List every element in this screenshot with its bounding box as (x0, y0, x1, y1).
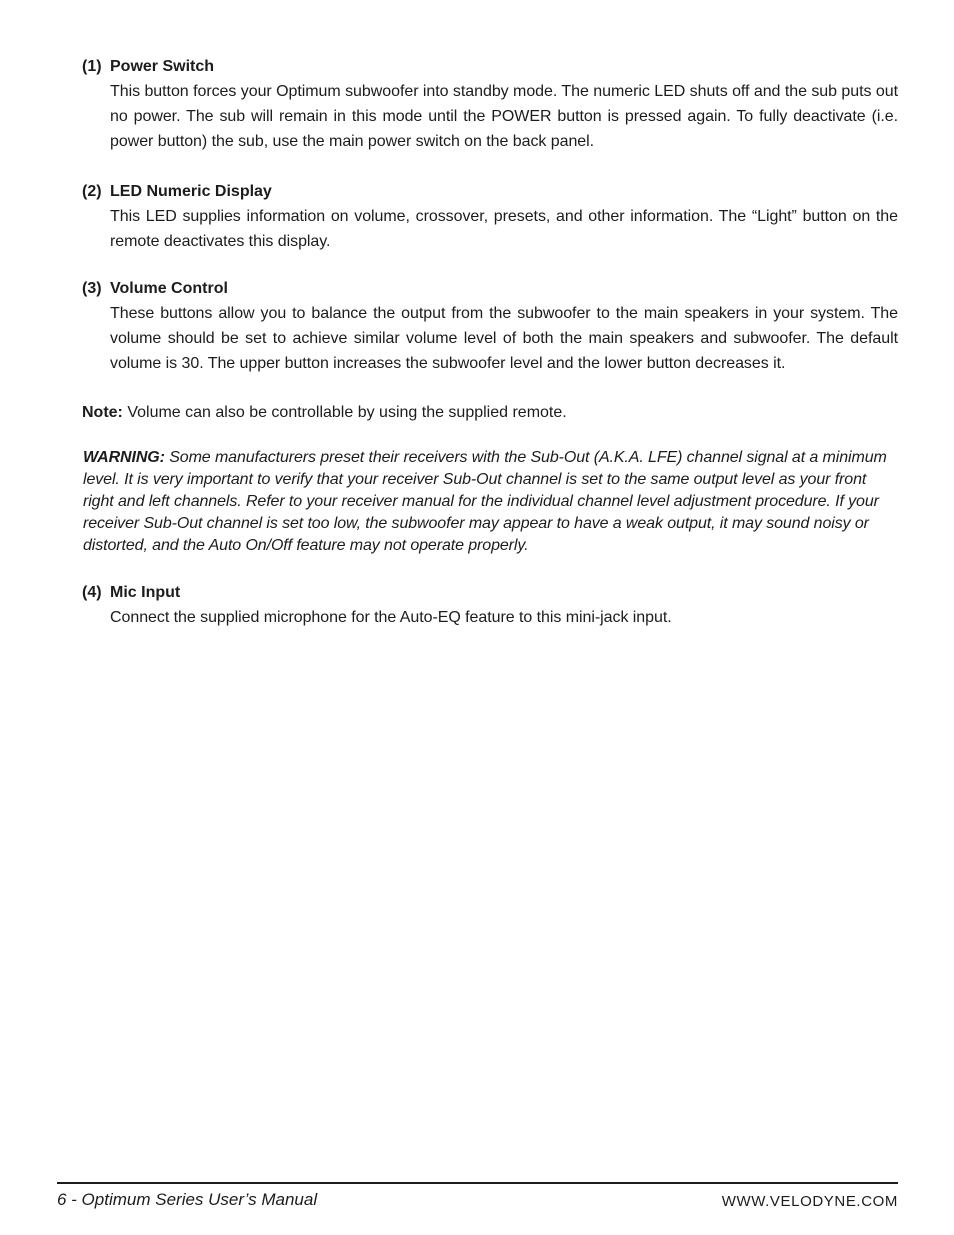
section-heading (82, 276, 898, 301)
section-title: Power Switch (110, 58, 215, 75)
section-title: Volume Control (110, 280, 228, 297)
note-paragraph (82, 400, 898, 425)
footer-website: WWW.VELODYNE.COM (721, 1193, 898, 1210)
warning-paragraph (83, 447, 898, 557)
section-body: This button forces your Optimum subwoofer into standby mode. The numeric LED shuts off and the sub puts out no power. The sub will remain in this mode until the POWER button is pressed again. To fully deactivate (i.e. power button) the sub, use the main power switch on the back panel. (110, 83, 898, 150)
section-power-switch (82, 54, 898, 154)
section-title: Mic Input (110, 584, 181, 601)
note-label: Note: (82, 404, 123, 421)
section-heading (82, 54, 898, 79)
section-number: (1) (82, 58, 102, 75)
section-number: (3) (82, 280, 102, 297)
section-title: LED Numeric Display (110, 183, 272, 200)
note-text: Volume can also be controllable by using the supplied remote. (122, 404, 567, 421)
section-led-numeric-display (82, 179, 898, 254)
section-heading (82, 580, 898, 605)
footer-divider (57, 1182, 898, 1184)
warning-text: Some manufacturers preset their receivers with the Sub-Out (A.K.A. LFE) channel signal at a minimum level. It is very important to verify that your receiver Sub-Out channel is set to the same output level as your front right and left channels. Refer to your receiver manual for the individual channel level adjustment procedure. If your receiver Sub-Out channel is set too low, the subwoofer may appear to have a weak output, it may sound noisy or distorted, and the Auto On/Off feature may not operate properly. (83, 449, 887, 554)
footer-page-label: 6 - Optimum Series User’s Manual (57, 1190, 318, 1209)
section-body: This LED supplies information on volume, crossover, presets, and other information. The “Light” button on the remote deactivates this display. (110, 208, 898, 250)
section-volume-control (82, 276, 898, 376)
section-number: (2) (82, 183, 102, 200)
section-mic-input (82, 580, 898, 630)
section-body: Connect the supplied microphone for the Auto-EQ feature to this mini-jack input. (110, 609, 672, 626)
section-heading (82, 179, 898, 204)
section-body: These buttons allow you to balance the output from the subwoofer to the main speakers in your system. The volume should be set to achieve similar volume level of both the main speakers and subwoofer. The default volume is 30. The upper button increases the subwoofer level and the lower button decreases it. (110, 305, 898, 372)
warning-label: WARNING: (83, 449, 165, 466)
section-number: (4) (82, 584, 102, 601)
